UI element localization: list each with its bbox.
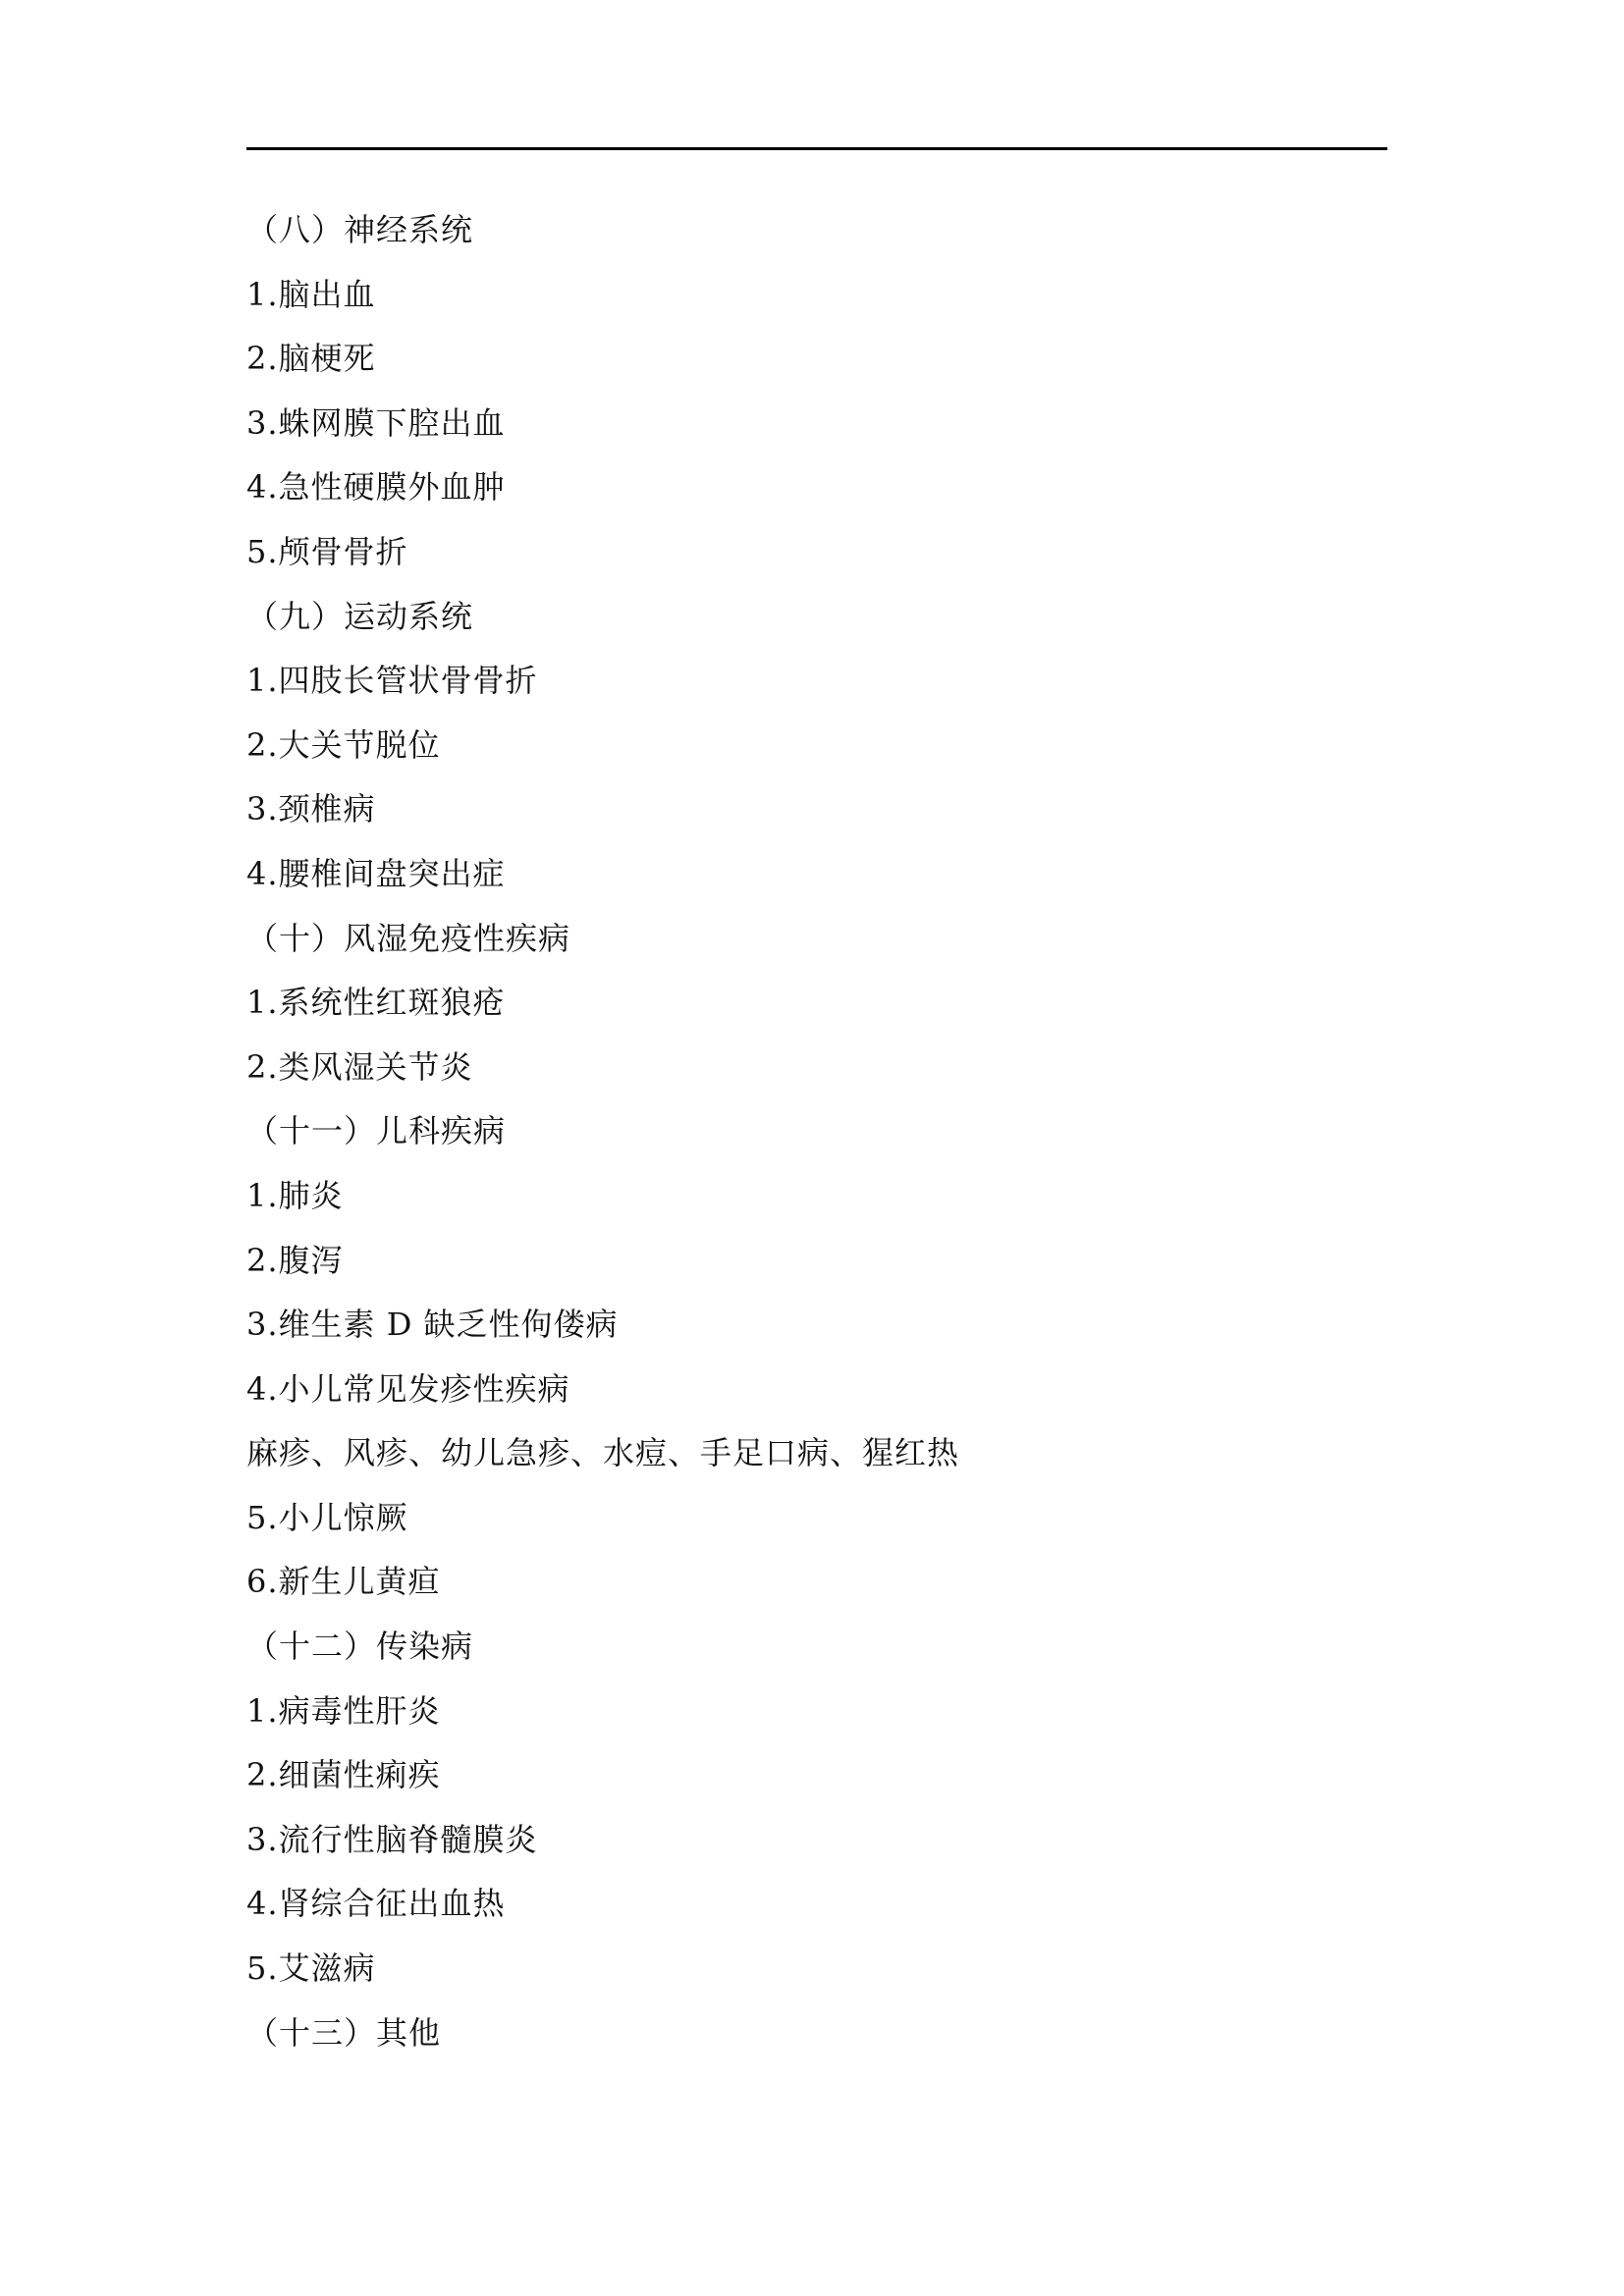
list-item: 4.肾综合征出血热 — [246, 1885, 506, 1923]
section-heading: （十）风湿免疫性疾病 — [246, 919, 571, 957]
list-item: 4.急性硬膜外血肿 — [246, 468, 506, 507]
list-item: 5.小儿惊厥 — [246, 1498, 408, 1536]
list-item: 1.病毒性肝炎 — [246, 1691, 441, 1730]
section-heading: （十三）其他 — [246, 2013, 442, 2052]
list-item: 2.腹泻 — [246, 1241, 344, 1279]
list-item: 2.细菌性痢疾 — [246, 1756, 441, 1794]
list-item: 6.新生儿黄疸 — [246, 1563, 441, 1601]
list-item: 4.小儿常见发疹性疾病 — [246, 1369, 570, 1408]
list-item: 1.脑出血 — [246, 275, 376, 313]
header-rule — [246, 147, 1387, 150]
list-item: 3.流行性脑脊髓膜炎 — [246, 1820, 538, 1858]
list-item: 3.蛛网膜下腔出血 — [246, 403, 506, 442]
document-body — [246, 198, 1387, 2065]
list-item: 2.类风湿关节炎 — [246, 1047, 473, 1086]
section-heading: （十一）儿科疾病 — [246, 1112, 507, 1150]
list-item: 3.维生素 D 缺乏性佝偻病 — [246, 1306, 619, 1344]
list-item: 4.腰椎间盘突出症 — [246, 854, 506, 892]
list-item: 1.四肢长管状骨骨折 — [246, 662, 538, 700]
list-item: 5.颅骨骨折 — [246, 532, 408, 570]
list-item: 1.肺炎 — [246, 1176, 344, 1214]
section-heading: （九）运动系统 — [246, 597, 474, 635]
list-item: 2.大关节脱位 — [246, 725, 441, 764]
list-item: 1.系统性红斑狼疮 — [246, 984, 506, 1022]
detail-text: 麻疹、风疹、幼儿急疹、水痘、手足口病、猩红热 — [246, 1434, 960, 1472]
list-item: 5.艾滋病 — [246, 1949, 376, 1988]
list-item: 2.脑梗死 — [246, 340, 376, 378]
section-heading: （十二）传染病 — [246, 1628, 474, 1666]
list-item: 3.颈椎病 — [246, 790, 376, 828]
section-heading: （八）神经系统 — [246, 211, 474, 248]
